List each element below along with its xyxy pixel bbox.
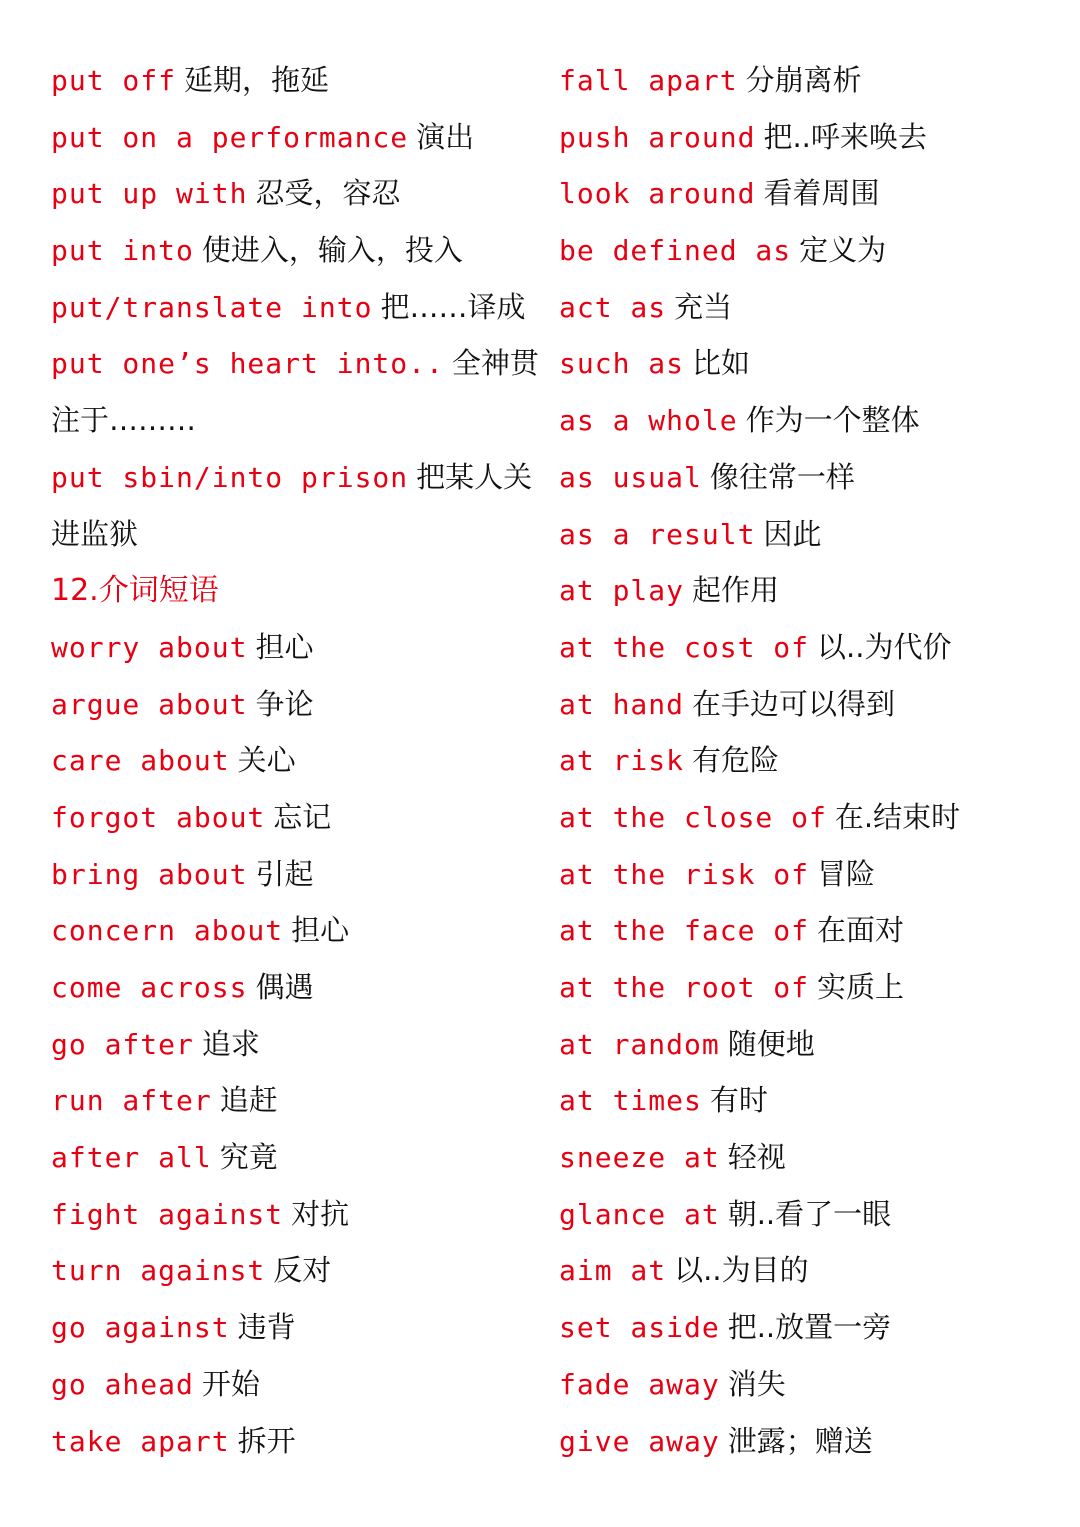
- phrase-entry: [559, 506, 1039, 563]
- phrase-entry: [559, 846, 1039, 903]
- phrase-entry: [559, 449, 1039, 506]
- chinese-meaning: 对抗: [291, 1196, 350, 1231]
- phrase-entry: [559, 1299, 1039, 1356]
- chinese-meaning: 比如: [692, 346, 751, 381]
- chinese-meaning: 忍受，容忍: [255, 176, 401, 211]
- phrase-entry: [51, 1356, 531, 1413]
- english-phrase: such as: [559, 347, 685, 381]
- english-phrase: sneeze at: [559, 1141, 720, 1175]
- phrase-entry: [51, 1072, 531, 1129]
- english-phrase: put off: [51, 64, 177, 97]
- phrase-entry: [559, 1016, 1039, 1073]
- english-phrase: go against: [51, 1311, 230, 1345]
- english-phrase: as a whole: [559, 404, 738, 438]
- english-phrase: put up with: [51, 177, 248, 211]
- chinese-meaning: 追求: [201, 1026, 260, 1061]
- chinese-meaning: 反对: [273, 1253, 332, 1288]
- phrase-entry: [51, 676, 531, 733]
- phrase-entry: [559, 959, 1039, 1016]
- english-phrase: fight against: [51, 1197, 284, 1231]
- chinese-meaning: 偶遇: [255, 970, 314, 1004]
- chinese-meaning: 违背: [237, 1310, 296, 1345]
- chinese-meaning: 演出: [416, 119, 475, 154]
- chinese-meaning: 像往常一样: [709, 459, 855, 494]
- phrase-entry: [51, 1129, 531, 1186]
- phrase-entry: [559, 165, 1039, 222]
- english-phrase: put into: [51, 234, 194, 268]
- phrase-entry: [51, 279, 531, 336]
- chinese-meaning: 使进入，输入，投入: [201, 233, 463, 268]
- chinese-meaning: 引起: [255, 856, 314, 891]
- phrase-entry: [559, 279, 1039, 336]
- chinese-meaning: 定义为: [799, 233, 887, 268]
- english-phrase: aim at: [559, 1254, 667, 1288]
- phrase-entry: [51, 449, 531, 506]
- phrase-entry: [51, 1016, 531, 1073]
- chinese-meaning: 拆开: [237, 1423, 296, 1458]
- chinese-meaning-continuation: 注于………: [51, 403, 197, 438]
- chinese-meaning: 起作用: [692, 573, 780, 608]
- phrase-entry: [559, 392, 1039, 449]
- chinese-meaning: 争论: [255, 686, 314, 721]
- phrase-entry: [51, 335, 539, 392]
- chinese-meaning: 担心: [255, 629, 314, 664]
- chinese-meaning: 忘记: [273, 799, 332, 834]
- english-phrase: as usual: [559, 460, 702, 494]
- english-phrase: worry about: [51, 630, 248, 664]
- chinese-meaning: 实质上: [817, 970, 905, 1004]
- phrase-entry: [559, 1413, 1039, 1470]
- phrase-entry: [559, 902, 1039, 959]
- chinese-meaning: 以..为目的: [674, 1253, 809, 1288]
- english-phrase: fade away: [559, 1367, 720, 1401]
- chinese-meaning: 冒险: [817, 856, 876, 891]
- phrase-entry: [559, 789, 1039, 846]
- left-column: [51, 52, 539, 1469]
- chinese-meaning: 开始: [201, 1366, 260, 1401]
- english-phrase: at random: [559, 1027, 720, 1061]
- english-phrase: forgot about: [51, 800, 266, 834]
- chinese-meaning: 有时: [709, 1083, 768, 1118]
- phrase-entry: [51, 902, 531, 959]
- english-phrase: fall apart: [559, 64, 738, 97]
- phrase-entry: [559, 676, 1039, 733]
- english-phrase: at the close of: [559, 800, 827, 834]
- english-phrase: at times: [559, 1084, 702, 1118]
- english-phrase: bring about: [51, 857, 248, 891]
- chinese-meaning: 因此: [763, 516, 822, 551]
- chinese-meaning: 在面对: [817, 913, 905, 948]
- chinese-meaning: 分崩离析: [745, 63, 862, 97]
- english-phrase: glance at: [559, 1197, 720, 1231]
- phrase-entry: [559, 1242, 1039, 1299]
- english-phrase: turn against: [51, 1254, 266, 1288]
- english-phrase: set aside: [559, 1311, 720, 1345]
- english-phrase: at the cost of: [559, 630, 810, 664]
- phrase-entry: [51, 1186, 531, 1243]
- phrase-entry: [559, 1186, 1039, 1243]
- chinese-meaning: 延期，拖延: [184, 63, 330, 97]
- english-phrase: put sbin/into prison: [51, 460, 409, 494]
- english-phrase: run after: [51, 1084, 212, 1118]
- phrase-entry: [51, 959, 531, 1016]
- section-heading-text: 12.介词短语: [51, 573, 219, 609]
- english-phrase: concern about: [51, 914, 284, 948]
- chinese-meaning: 把..放置一旁: [727, 1310, 892, 1345]
- chinese-meaning: 关心: [237, 743, 296, 778]
- chinese-meaning: 把某人关: [416, 459, 533, 494]
- english-phrase: act as: [559, 290, 667, 324]
- phrase-entry: [559, 52, 1039, 109]
- phrase-entry: [559, 619, 1039, 676]
- english-phrase: as a result: [559, 517, 756, 551]
- phrase-entry: [51, 789, 531, 846]
- phrase-entry: [51, 1242, 531, 1299]
- phrase-entry: [51, 165, 531, 222]
- chinese-meaning: 随便地: [727, 1026, 815, 1061]
- english-phrase: at play: [559, 574, 685, 608]
- chinese-meaning: 担心: [291, 913, 350, 948]
- chinese-meaning: 充当: [674, 289, 733, 324]
- phrase-entry: [51, 732, 531, 789]
- english-phrase: go ahead: [51, 1367, 194, 1401]
- chinese-meaning: 全神贯: [451, 346, 539, 381]
- right-column: [559, 52, 1039, 1469]
- chinese-meaning-continuation: 进监狱: [51, 516, 139, 551]
- chinese-meaning: 轻视: [727, 1140, 786, 1175]
- chinese-meaning: 追赶: [219, 1083, 278, 1118]
- english-phrase: at risk: [559, 744, 685, 778]
- chinese-meaning: 在.结束时: [834, 799, 961, 834]
- english-phrase: at hand: [559, 687, 685, 721]
- english-phrase: be defined as: [559, 234, 792, 268]
- english-phrase: at the face of: [559, 914, 810, 948]
- phrase-entry: [51, 222, 531, 279]
- english-phrase: push around: [559, 120, 756, 154]
- english-phrase: care about: [51, 744, 230, 778]
- phrase-entry: [51, 109, 531, 166]
- chinese-meaning: 泄露；赠送: [727, 1423, 873, 1458]
- chinese-meaning: 消失: [727, 1366, 786, 1401]
- english-phrase: take apart: [51, 1424, 230, 1458]
- chinese-meaning: 朝..看了一眼: [727, 1196, 892, 1231]
- phrase-entry: [559, 562, 1039, 619]
- phrase-entry: [51, 619, 531, 676]
- section-heading: [51, 562, 531, 619]
- phrase-entry: [51, 52, 531, 109]
- english-phrase: at the risk of: [559, 857, 810, 891]
- phrase-entry: [559, 109, 1039, 166]
- english-phrase: argue about: [51, 687, 248, 721]
- english-phrase: put one’s heart into..: [51, 347, 444, 381]
- chinese-meaning: 作为一个整体: [745, 403, 920, 438]
- chinese-meaning: 以..为代价: [817, 629, 952, 664]
- chinese-meaning: 有危险: [692, 743, 780, 778]
- english-phrase: after all: [51, 1141, 212, 1175]
- phrase-entry: [559, 1129, 1039, 1186]
- phrase-entry: [559, 1072, 1039, 1129]
- english-phrase: put on a performance: [51, 120, 409, 154]
- phrase-entry: [51, 1413, 531, 1470]
- phrase-entry: [51, 846, 531, 903]
- phrase-continuation: [51, 506, 531, 563]
- english-phrase: give away: [559, 1424, 720, 1458]
- english-phrase: come across: [51, 971, 248, 1004]
- chinese-meaning: 究竟: [219, 1140, 278, 1175]
- english-phrase: put/translate into: [51, 290, 373, 324]
- chinese-meaning: 把……译成: [380, 289, 526, 324]
- phrase-entry: [559, 222, 1039, 279]
- phrase-entry: [559, 335, 1039, 392]
- english-phrase: go after: [51, 1027, 194, 1061]
- phrase-entry: [559, 1356, 1039, 1413]
- phrase-continuation: [51, 392, 531, 449]
- phrase-entry: [559, 732, 1039, 789]
- chinese-meaning: 把..呼来唤去: [763, 119, 927, 154]
- chinese-meaning: 在手边可以得到: [692, 686, 896, 721]
- phrase-entry: [51, 1299, 531, 1356]
- english-phrase: at the root of: [559, 971, 810, 1004]
- chinese-meaning: 看着周围: [763, 176, 880, 211]
- english-phrase: look around: [559, 177, 756, 211]
